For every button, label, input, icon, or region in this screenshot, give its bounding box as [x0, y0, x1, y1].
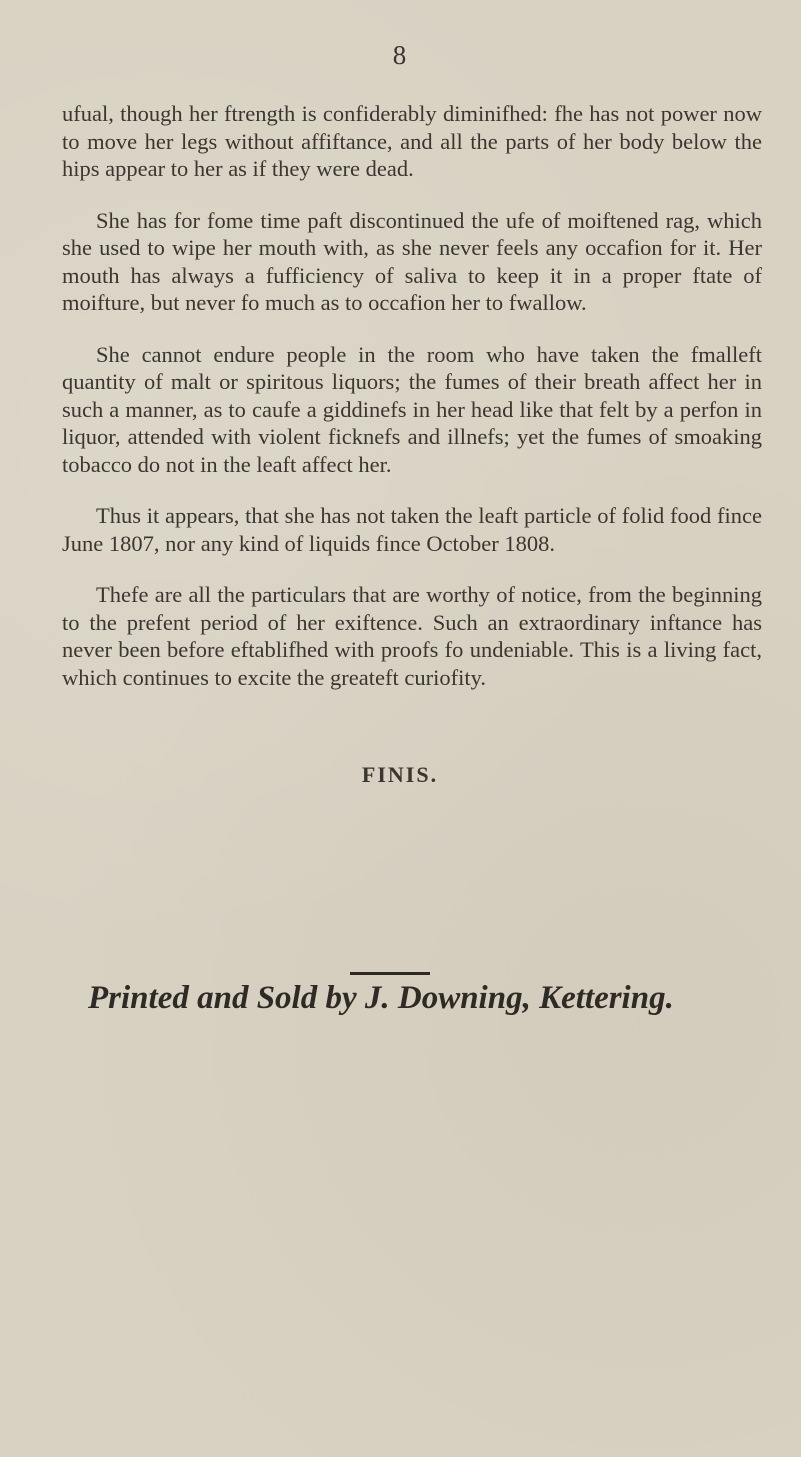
ornamental-rule [350, 972, 430, 975]
page-number: 8 [392, 40, 408, 70]
paragraph-4: Thus it appears, that she has not taken the leaft particle of folid food fince June 1807, nor any kind of liquids fince October 1808. [62, 503, 762, 556]
printer-imprint: Printed and Sold by J. Downing, Kettering. [88, 980, 674, 1016]
paragraph-5: Thefe are all the particulars that are worthy of notice, from the beginning to the prefent period of her exiftence. Such an extraordinary inftance has never been before eftablifhed with proofs fo undeniable. This is a living fact, which continues to excite the greateft curiofity. [62, 582, 762, 690]
paragraph-3: She cannot endure people in the room who have taken the fmalleft quantity of malt or spiritous liquors; the fumes of their breath affect her in such a manner, as to caufe a giddinefs in her head like that felt by a perfon in liquor, attended with violent ficknefs and illnefs; yet the fumes of smoaking tobacco do not in the leaft affect her. [62, 341, 762, 477]
paragraph-2: She has for fome time paft discontinued the ufe of moiftened rag, which she used to wipe her mouth with, as she never feels any occafion for it. Her mouth has always a fufficiency of saliva to keep it in a proper ftate of moifture, but never fo much as to occafion her to fwallow. [62, 207, 762, 315]
paragraph-1: ufual, though her ftrength is confiderably diminifhed: fhe has not power now to move her legs without affiftance, and all the parts of her body below the hips appear to her as if they were dead. [62, 101, 762, 181]
body-text [62, 100, 762, 715]
finis-heading: FINIS. [361, 762, 439, 787]
